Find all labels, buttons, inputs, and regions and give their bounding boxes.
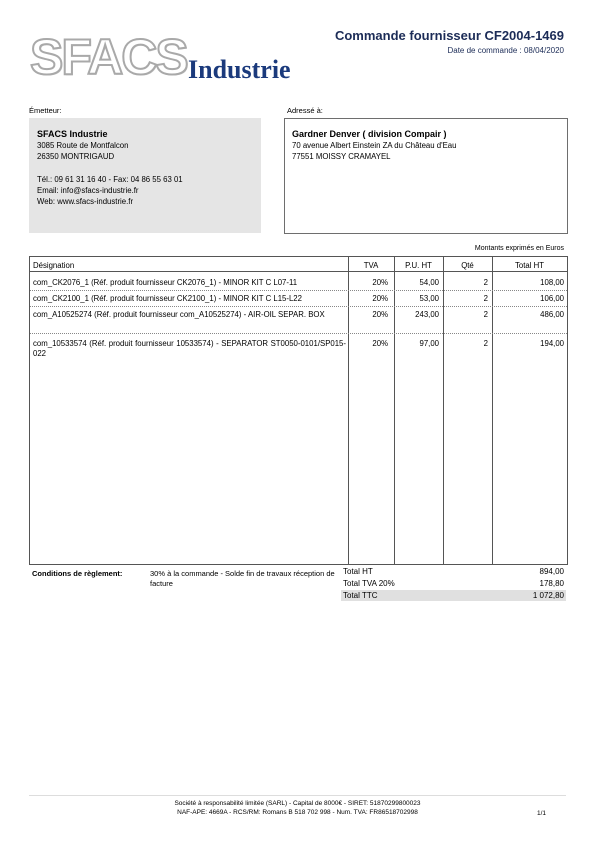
- total-ht-row: [341, 566, 566, 577]
- row-unit-price: 54,00: [419, 278, 439, 287]
- order-lines-table: [29, 256, 568, 565]
- header-designation: Désignation: [33, 261, 75, 270]
- sender-website[interactable]: Web: www.sfacs-industrie.fr: [37, 197, 134, 206]
- company-logo: SFACS: [30, 29, 187, 85]
- total-ttc-value: 1 072,80: [532, 591, 564, 600]
- table-header-divider: [30, 271, 567, 272]
- footer-legal-line1: Société à responsabilité limitée (SARL) - Capital de 8000€ - SIRET: 51870299800023: [174, 800, 421, 807]
- recipient-name: Gardner Denver ( division Compair ): [292, 129, 447, 139]
- header-tva: TVA: [363, 261, 379, 270]
- page-number: 1/1: [537, 810, 547, 817]
- order-date: Date de commande : 08/04/2020: [447, 46, 564, 55]
- recipient-label: Adressé à:: [287, 106, 323, 115]
- row-unit-price: 243,00: [415, 310, 439, 319]
- currency-note: Montants exprimés en Euros: [474, 245, 564, 252]
- sender-label: Émetteur:: [29, 106, 62, 115]
- recipient-street: 70 avenue Albert Einstein ZA du Château d'Eau: [292, 141, 457, 150]
- row-total: 486,00: [540, 310, 564, 319]
- row-tva: 20%: [372, 310, 388, 319]
- row-total: 108,00: [540, 278, 564, 287]
- sender-street: 3085 Route de Montfalcon: [37, 141, 129, 150]
- sender-email[interactable]: Email: info@sfacs-industrie.fr: [37, 186, 139, 195]
- recipient-city: 77551 MOISSY CRAMAYEL: [292, 152, 391, 161]
- footer-legal-line2: NAF-APE: 4669A - RCS/RM: Romans B 518 702 998 - Num. TVA: FR86518702998: [177, 809, 418, 816]
- row-designation: com_10533574 (Réf. produit fournisseur 10533574) - SEPARATOR ST0050-0101/SP015-022: [33, 339, 346, 358]
- payment-terms-label: Conditions de règlement:: [32, 569, 123, 578]
- row-designation: com_CK2100_1 (Réf. produit fournisseur CK2100_1) - MINOR KIT C L15-L22: [33, 294, 302, 303]
- row-unit-price: 97,00: [419, 339, 439, 348]
- total-tva-value: 178,80: [539, 579, 564, 588]
- sender-city: 26350 MONTRIGAUD: [37, 152, 115, 161]
- row-tva: 20%: [372, 339, 388, 348]
- row-quantity: 2: [483, 310, 488, 319]
- row-unit-price: 53,00: [419, 294, 439, 303]
- row-total: 194,00: [540, 339, 564, 348]
- row-separator: [30, 290, 567, 291]
- payment-terms-text: 30% à la commande - Solde fin de travaux réception de facture: [150, 569, 335, 588]
- total-ttc-row: [341, 590, 566, 601]
- row-quantity: 2: [483, 294, 488, 303]
- row-designation: com_A10525274 (Réf. produit fournisseur com_A10525274) - AIR-OIL SEPAR. BOX: [33, 310, 325, 319]
- row-separator: [30, 306, 567, 307]
- row-quantity: 2: [483, 278, 488, 287]
- document-title: Commande fournisseur CF2004-1469: [334, 28, 564, 43]
- row-total: 106,00: [540, 294, 564, 303]
- total-tva-label: Total TVA 20%: [343, 579, 395, 588]
- row-quantity: 2: [483, 339, 488, 348]
- recipient-box: [284, 118, 568, 234]
- row-designation: com_CK2076_1 (Réf. produit fournisseur CK2076_1) - MINOR KIT C L07-11: [33, 278, 298, 287]
- footer-divider: [29, 795, 566, 796]
- header-total-ht: Total HT: [514, 261, 545, 270]
- total-tva-row: [341, 578, 566, 589]
- company-logo-subtitle: Industrie: [188, 55, 291, 84]
- row-tva: 20%: [372, 278, 388, 287]
- row-separator: [30, 333, 567, 334]
- total-ttc-label: Total TTC: [343, 591, 378, 600]
- header-quantity: Qté: [461, 261, 474, 270]
- sender-phone: Tél.: 09 61 31 16 40 - Fax: 04 86 55 63 01: [37, 175, 183, 184]
- sender-name: SFACS Industrie: [37, 129, 108, 139]
- total-ht-value: 894,00: [539, 567, 564, 576]
- row-tva: 20%: [372, 294, 388, 303]
- total-ht-label: Total HT: [343, 567, 373, 576]
- header-unit-price: P.U. HT: [405, 261, 432, 270]
- sender-box: [29, 118, 261, 233]
